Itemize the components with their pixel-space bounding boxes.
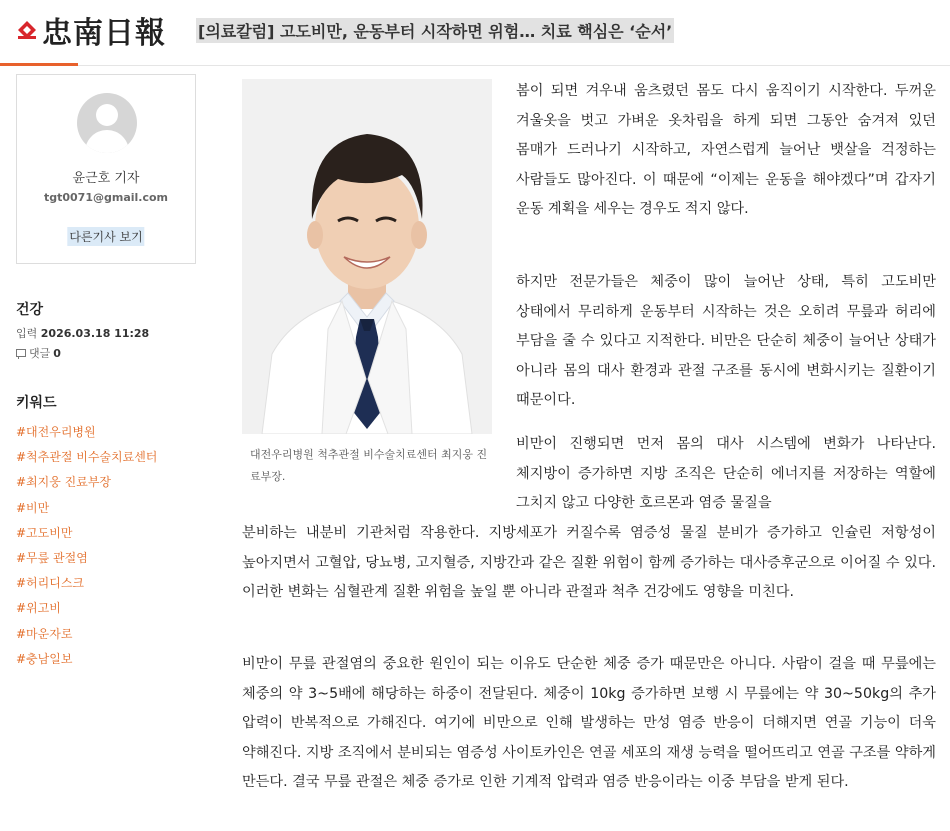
reporter-name: 윤근호 기자 [72, 171, 140, 186]
keyword-tag[interactable]: #무릎 관절염 [16, 550, 88, 565]
comment-count-value: 0 [53, 346, 61, 360]
keyword-tag[interactable]: #대전우리병원 [16, 425, 96, 439]
comment-icon [16, 349, 26, 357]
comment-count[interactable] [16, 345, 61, 361]
keywords-title: 키워드 [16, 395, 57, 411]
keyword-tag[interactable]: #위고비 [16, 601, 61, 616]
publish-date [16, 325, 149, 341]
keyword-tag[interactable]: #허리디스크 [16, 576, 85, 591]
publish-date-value: 2026.03.18 11:28 [40, 327, 150, 340]
keyword-tag[interactable]: #마운자로 [16, 626, 73, 641]
article-paragraph-4: 비만이 무릎 관절염의 중요한 원인이 되는 이유도 단순한 체중 증가 때문만은 아니다. 사람이 걸을 때 무릎에는 체중의 약 3~5배에 해당하는 하중이 전달된다. 체중이 10kg 증가하면 보행 시 무릎에는 약 30~50kg의 추가 압력이 반복적으로 가해진다. 여기에 비만으로 인해 발생하는 만성 염증 반응이 더해지면 연골 기능이 더욱 약해진다. 지방 조직에서 분비되는 염증성 사이토카인은 연골 세포의 재생 능력을 떨어뜨리고 연골 구조를 약하게 만든다. 결국 무릎 관절은 체중 증가로 인한 기계적 압력과 염증 반응이라는 이중 부담을 받게 된다. [242, 656, 936, 790]
logo-text: 忠南日報 [42, 16, 166, 51]
article-paragraph-2: 하지만 전문가들은 체중이 많이 늘어난 상태, 특히 고도비만 상태에서 무리하게 운동부터 시작하는 것은 오히려 무릎과 허리에 부담을 줄 수 있다고 지적한다. 비만은 단순히 체중이 늘어난 상태가 아니라 몸의 대사 환경과 관절 구조를 동시에 변화시키는 질환이기 때문이다. [516, 274, 936, 408]
comment-label: 댓글 [29, 347, 51, 360]
keyword-list [16, 423, 157, 675]
article-paragraph-3-bottom: 분비하는 내분비 기관처럼 작용한다. 지방세포가 커질수록 염증성 물질 분비가 증가하고 인슐린 저항성이 높아지면서 고혈압, 당뇨병, 고지혈증, 지방간과 같은 질환 위험이 함께 증가하는 대사증후군으로 이어질 수 있다. 이러한 변화는 심혈관계 질환 위험을 높일 뿐 아니라 관절과 척추 건강에도 영향을 미친다. [242, 525, 936, 600]
reporter-card [16, 74, 196, 264]
keyword-tag[interactable]: #고도비만 [16, 525, 73, 540]
section-name[interactable]: 건강 [16, 302, 44, 318]
header-accent-bar [0, 63, 78, 66]
reporter-email[interactable]: tgt0071@gmail.com [43, 191, 169, 204]
keyword-tag[interactable]: #척추관절 비수술치료센터 [16, 450, 158, 465]
site-logo[interactable] [16, 12, 166, 51]
other-articles-link[interactable]: 다른기사 보기 [67, 227, 144, 246]
keyword-tag[interactable]: #최지웅 진료부장 [16, 475, 112, 490]
publish-date-label: 입력 [16, 327, 38, 340]
logo-mark-icon [16, 19, 38, 41]
article-paragraph-1: 봄이 되면 겨우내 움츠렸던 몸도 다시 움직이기 시작한다. 두꺼운 겨울옷을 벗고 가벼운 옷차림을 하게 되면 그동안 숨겨져 있던 몸매가 드러나기 시작하고, 자연스럽게 늘어난 뱃살을 걱정하는 사람들도 많아진다. 이 때문에 “이제는 운동을 해야겠다”며 갑자기 운동 계획을 세우는 경우도 적지 않다. [516, 83, 936, 217]
photo-caption: 대전우리병원 척추관절 비수술치료센터 최지웅 진료부장. [250, 448, 488, 483]
article-headline: [의료칼럼] 고도비만, 운동부터 시작하면 위험… 치료 핵심은 ‘순서’ [196, 18, 674, 43]
article-paragraph-3-top: 비만이 진행되면 먼저 몸의 대사 시스템에 변화가 나타난다. 체지방이 증가하면 지방 조직은 단순히 에너지를 저장하는 역할에 그치지 않고 다양한 호르몬과 염증 물질을 [516, 436, 936, 511]
reporter-avatar-icon [77, 93, 137, 153]
site-header [0, 0, 950, 66]
keyword-tag[interactable]: #비만 [16, 500, 50, 515]
doctor-photo[interactable] [242, 79, 492, 434]
keyword-tag[interactable]: #충남일보 [16, 651, 73, 666]
